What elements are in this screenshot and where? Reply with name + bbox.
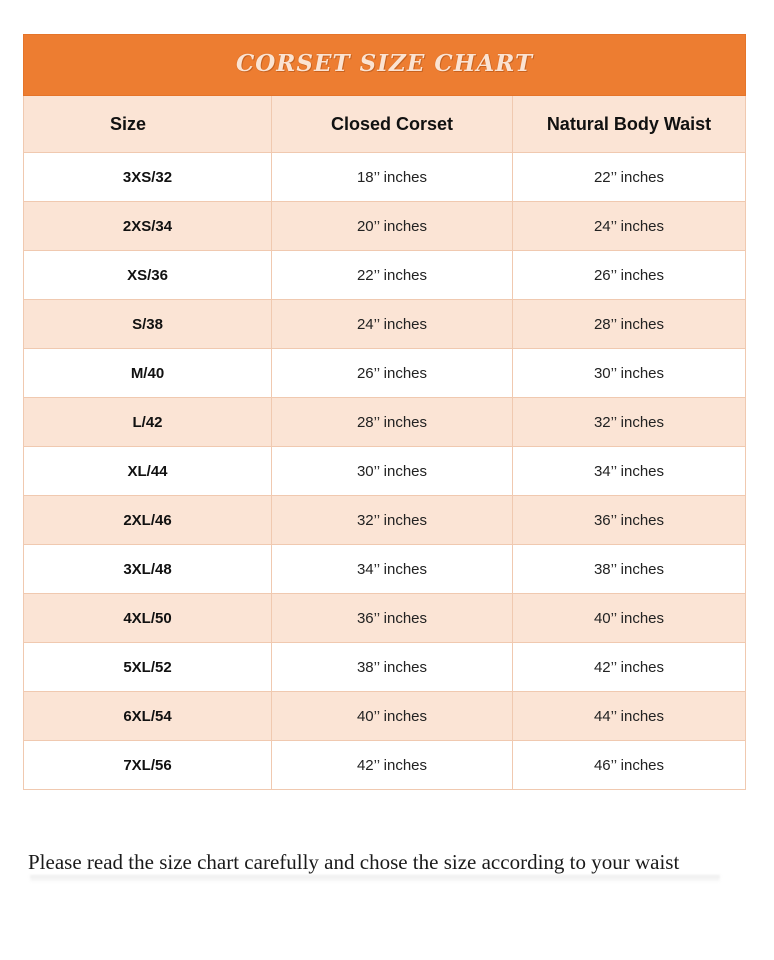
size-cell: 3XS/32 — [24, 153, 272, 202]
header-closed-corset: Closed Corset — [272, 96, 513, 153]
size-cell: 4XL/50 — [24, 594, 272, 643]
table-row — [24, 447, 746, 496]
table-row — [24, 202, 746, 251]
waist-cell: 24’’ inches — [513, 202, 746, 251]
size-note: Please read the size chart carefully and chose the size according to your waist — [28, 850, 680, 874]
table-row — [24, 496, 746, 545]
table-row — [24, 153, 746, 202]
size-cell: 2XS/34 — [24, 202, 272, 251]
size-cell: 5XL/52 — [24, 643, 272, 692]
table-row — [24, 398, 746, 447]
table-row — [24, 251, 746, 300]
header-natural-body-waist: Natural Body Waist — [513, 96, 746, 153]
table-row — [24, 643, 746, 692]
closed-corset-cell: 34’’ inches — [272, 545, 513, 594]
closed-corset-cell: 42’’ inches — [272, 741, 513, 790]
size-cell: L/42 — [24, 398, 272, 447]
closed-corset-cell: 24’’ inches — [272, 300, 513, 349]
waist-cell: 22’’ inches — [513, 153, 746, 202]
table-body — [24, 153, 746, 790]
closed-corset-cell: 18’’ inches — [272, 153, 513, 202]
waist-cell: 38’’ inches — [513, 545, 746, 594]
waist-cell: 40’’ inches — [513, 594, 746, 643]
waist-cell: 28’’ inches — [513, 300, 746, 349]
closed-corset-cell: 40’’ inches — [272, 692, 513, 741]
waist-cell: 46’’ inches — [513, 741, 746, 790]
table-row — [24, 741, 746, 790]
closed-corset-cell: 38’’ inches — [272, 643, 513, 692]
waist-cell: 34’’ inches — [513, 447, 746, 496]
waist-cell: 44’’ inches — [513, 692, 746, 741]
header-row — [24, 96, 746, 153]
waist-cell: 30’’ inches — [513, 349, 746, 398]
size-cell: M/40 — [24, 349, 272, 398]
closed-corset-cell: 32’’ inches — [272, 496, 513, 545]
size-cell: 7XL/56 — [24, 741, 272, 790]
closed-corset-cell: 30’’ inches — [272, 447, 513, 496]
closed-corset-cell: 28’’ inches — [272, 398, 513, 447]
chart-title: CORSET SIZE CHART — [235, 49, 534, 77]
table-row — [24, 692, 746, 741]
size-cell: 2XL/46 — [24, 496, 272, 545]
header-size: Size — [24, 96, 272, 153]
table-row — [24, 545, 746, 594]
table-row — [24, 594, 746, 643]
closed-corset-cell: 36’’ inches — [272, 594, 513, 643]
closed-corset-cell: 26’’ inches — [272, 349, 513, 398]
size-cell: XL/44 — [24, 447, 272, 496]
waist-cell: 32’’ inches — [513, 398, 746, 447]
title-cell — [24, 35, 746, 96]
size-cell: S/38 — [24, 300, 272, 349]
waist-cell: 26’’ inches — [513, 251, 746, 300]
table-row — [24, 349, 746, 398]
size-cell: 3XL/48 — [24, 545, 272, 594]
waist-cell: 42’’ inches — [513, 643, 746, 692]
size-chart-table — [23, 34, 746, 790]
table-row — [24, 300, 746, 349]
title-row — [24, 35, 746, 96]
note-reflection — [30, 875, 720, 883]
closed-corset-cell: 20’’ inches — [272, 202, 513, 251]
waist-cell: 36’’ inches — [513, 496, 746, 545]
size-cell: XS/36 — [24, 251, 272, 300]
size-cell: 6XL/54 — [24, 692, 272, 741]
closed-corset-cell: 22’’ inches — [272, 251, 513, 300]
